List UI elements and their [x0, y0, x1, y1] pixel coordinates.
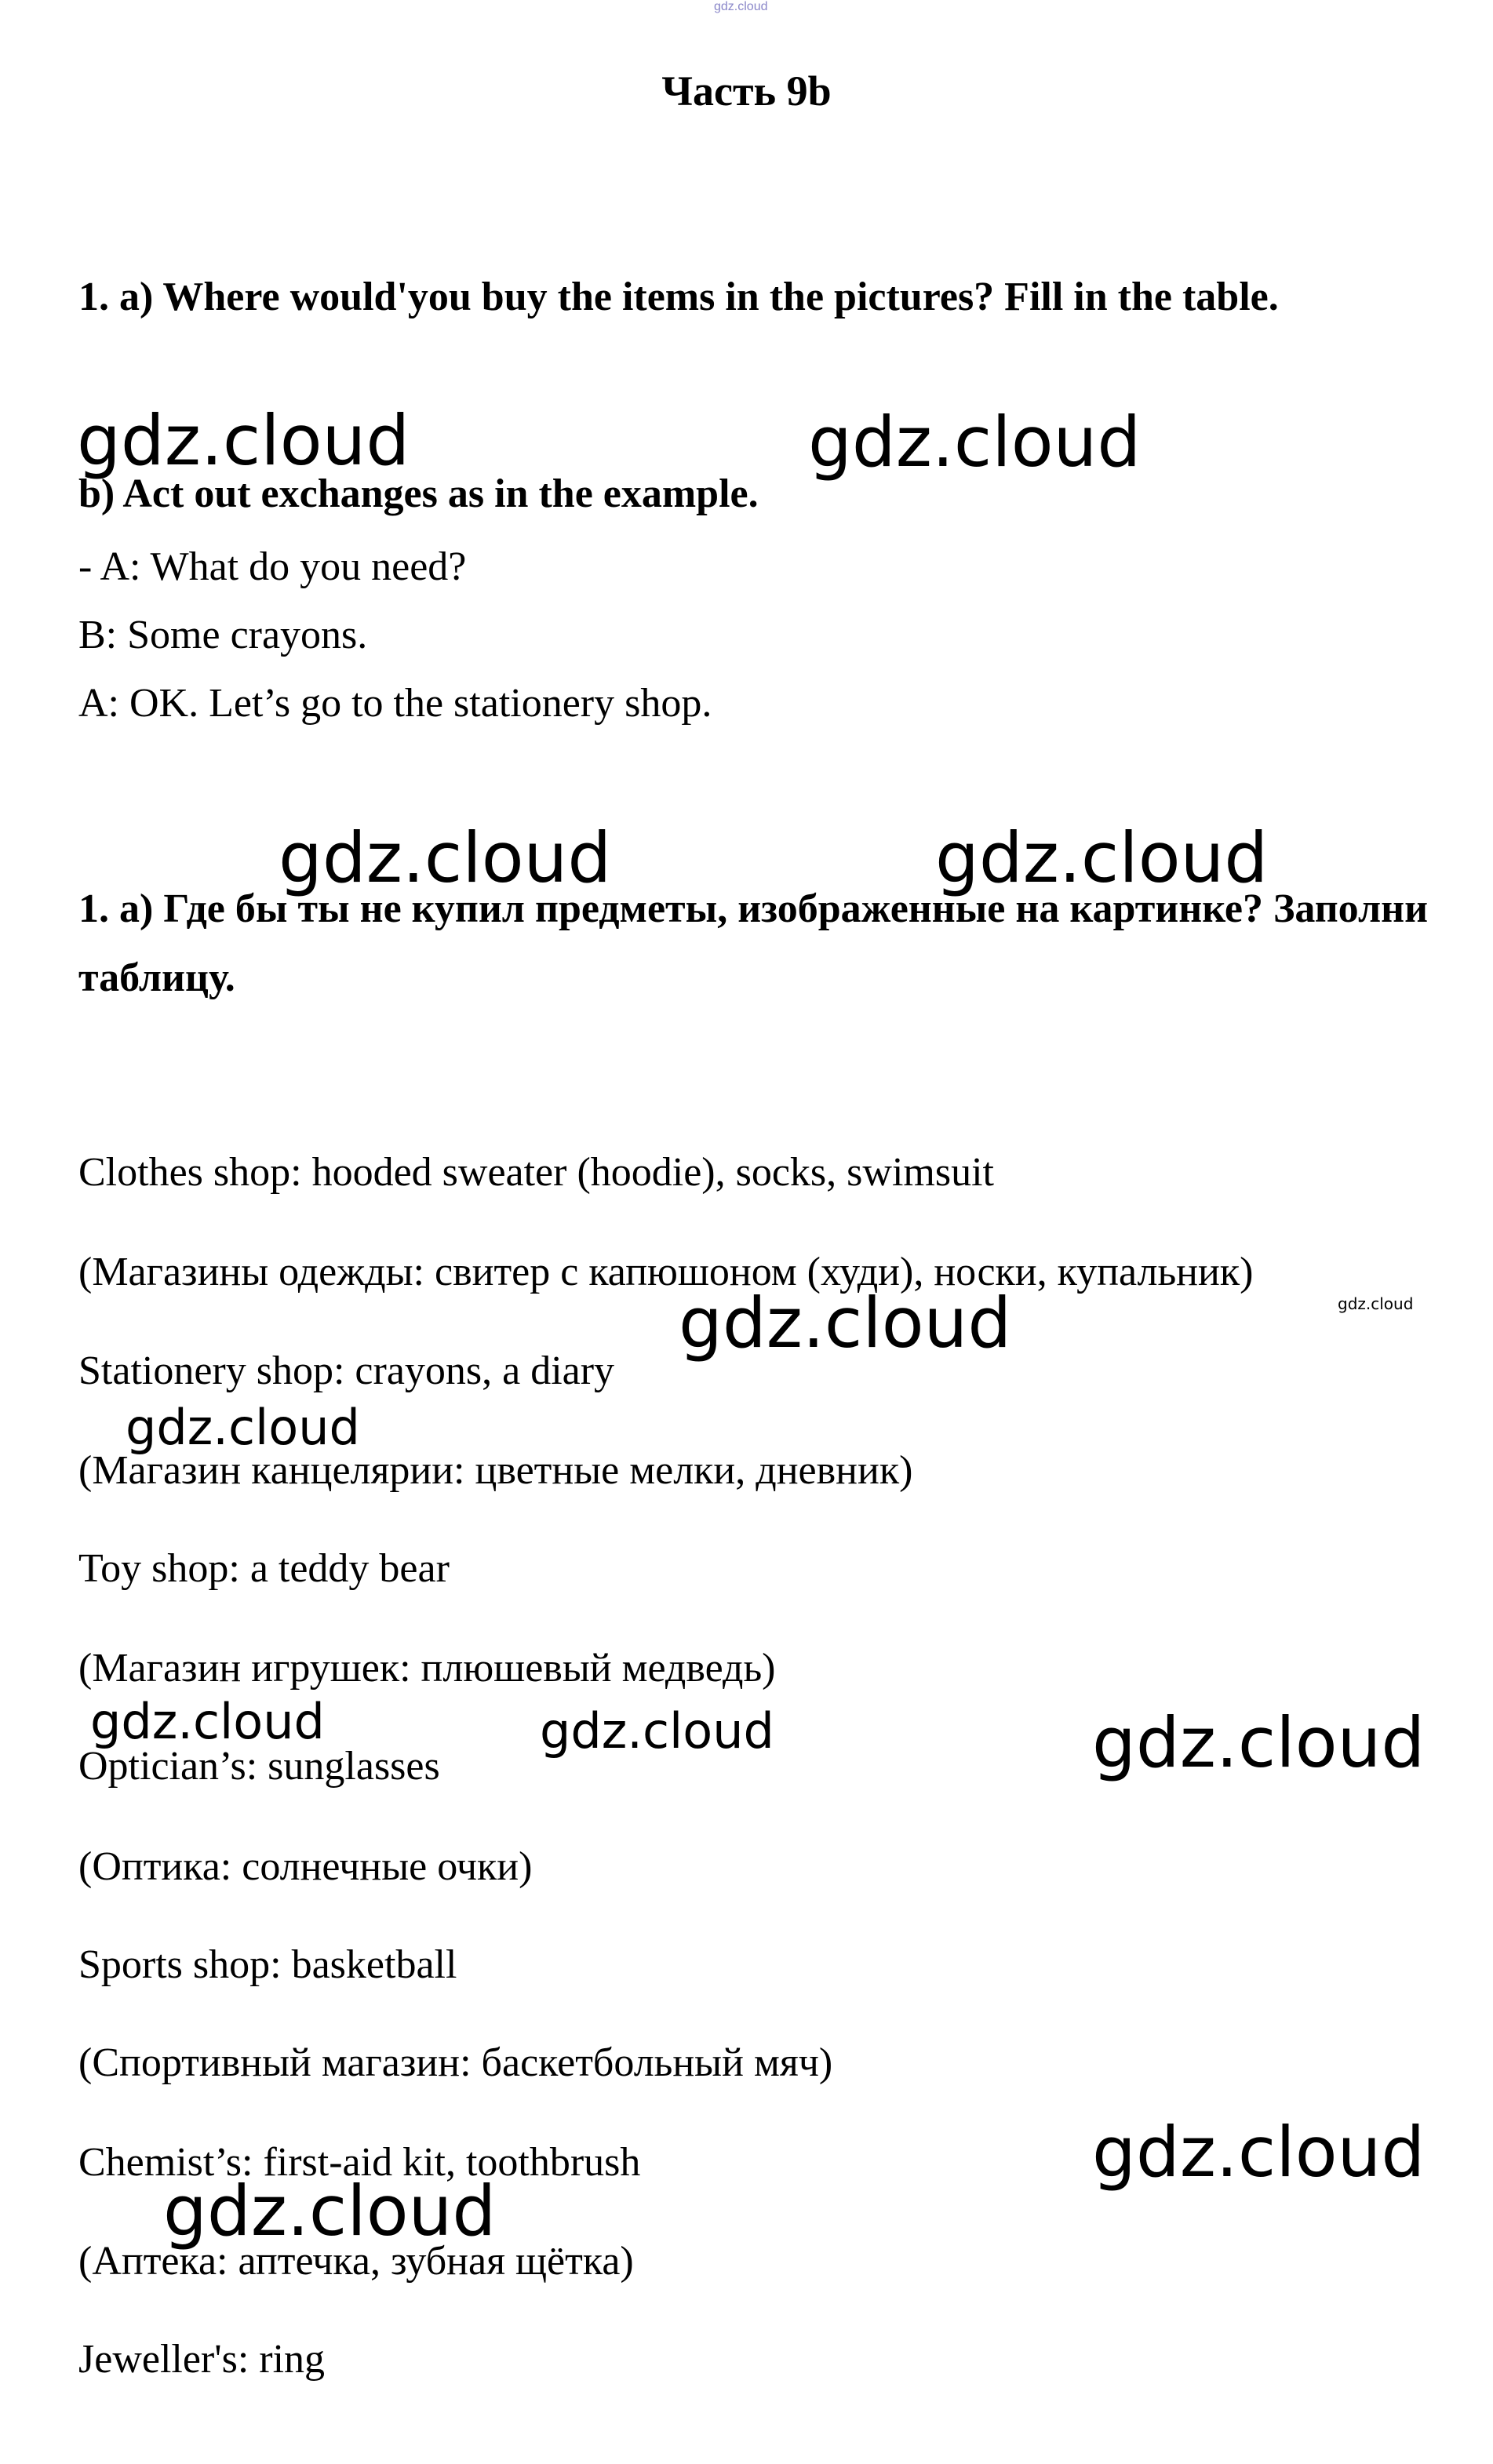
dialogue-line: B: Some crayons.	[78, 613, 368, 657]
watermark: gdz.cloud	[163, 2171, 497, 2251]
answer-line: (Спортивный магазин: баскетбольный мяч)	[78, 2040, 833, 2085]
watermark: gdz.cloud	[126, 1399, 360, 1456]
dialogue-line: - A: What do you need?	[78, 544, 467, 589]
answer-line: (Магазин канцелярии: цветные мелки, дневник)	[78, 1448, 913, 1493]
answer-line: Toy shop: a teddy bear	[78, 1546, 450, 1591]
watermark: gdz.cloud	[808, 402, 1142, 482]
answer-line: Chemist’s: first-aid kit, toothbrush	[78, 2140, 641, 2185]
task1a-heading-en: 1. a) Where would'you buy the items in the pictures? Fill in the table.	[78, 275, 1279, 319]
watermark: gdz.cloud	[540, 1702, 774, 1760]
answer-line: Clothes shop: hooded sweater (hoodie), socks, swimsuit	[78, 1150, 994, 1195]
answer-line: (Аптека: аптечка, зубная щётка)	[78, 2239, 634, 2284]
answer-line: (Оптика: солнечные очки)	[78, 1844, 533, 1889]
watermark: gdz.cloud	[1092, 1702, 1426, 1783]
watermark: gdz.cloud	[935, 817, 1269, 898]
page-title: Часть 9b	[661, 67, 832, 115]
answer-line: Jeweller's: ring	[78, 2337, 326, 2382]
watermark: gdz.cloud	[279, 817, 612, 898]
answer-line: (Магазины одежды: свитер с капюшоном (худи), носки, купальник)	[78, 1250, 1254, 1294]
watermark: gdz.cloud	[90, 1693, 325, 1750]
answer-line: Stationery shop: crayons, a diary	[78, 1348, 615, 1393]
top-watermark: gdz.cloud	[714, 0, 768, 13]
task1b-heading-en: b) Act out exchanges as in the example.	[78, 471, 759, 516]
watermark: gdz.cloud	[679, 1283, 1012, 1363]
watermark: gdz.cloud	[1092, 2112, 1426, 2193]
watermark: gdz.cloud	[77, 400, 410, 481]
task1a-heading-ru: 1. а) Где бы ты не купил предметы, изображенные на картинке? Заполни таблицу.	[78, 886, 1429, 1000]
watermark: gdz.cloud	[1338, 1294, 1414, 1313]
answer-line: Sports shop: basketball	[78, 1942, 457, 1987]
answer-line: Optician’s: sunglasses	[78, 1744, 440, 1789]
answer-line: (Магазин игрушек: плюшевый медведь)	[78, 1646, 776, 1691]
dialogue-line: A: OK. Let’s go to the stationery shop.	[78, 681, 712, 726]
